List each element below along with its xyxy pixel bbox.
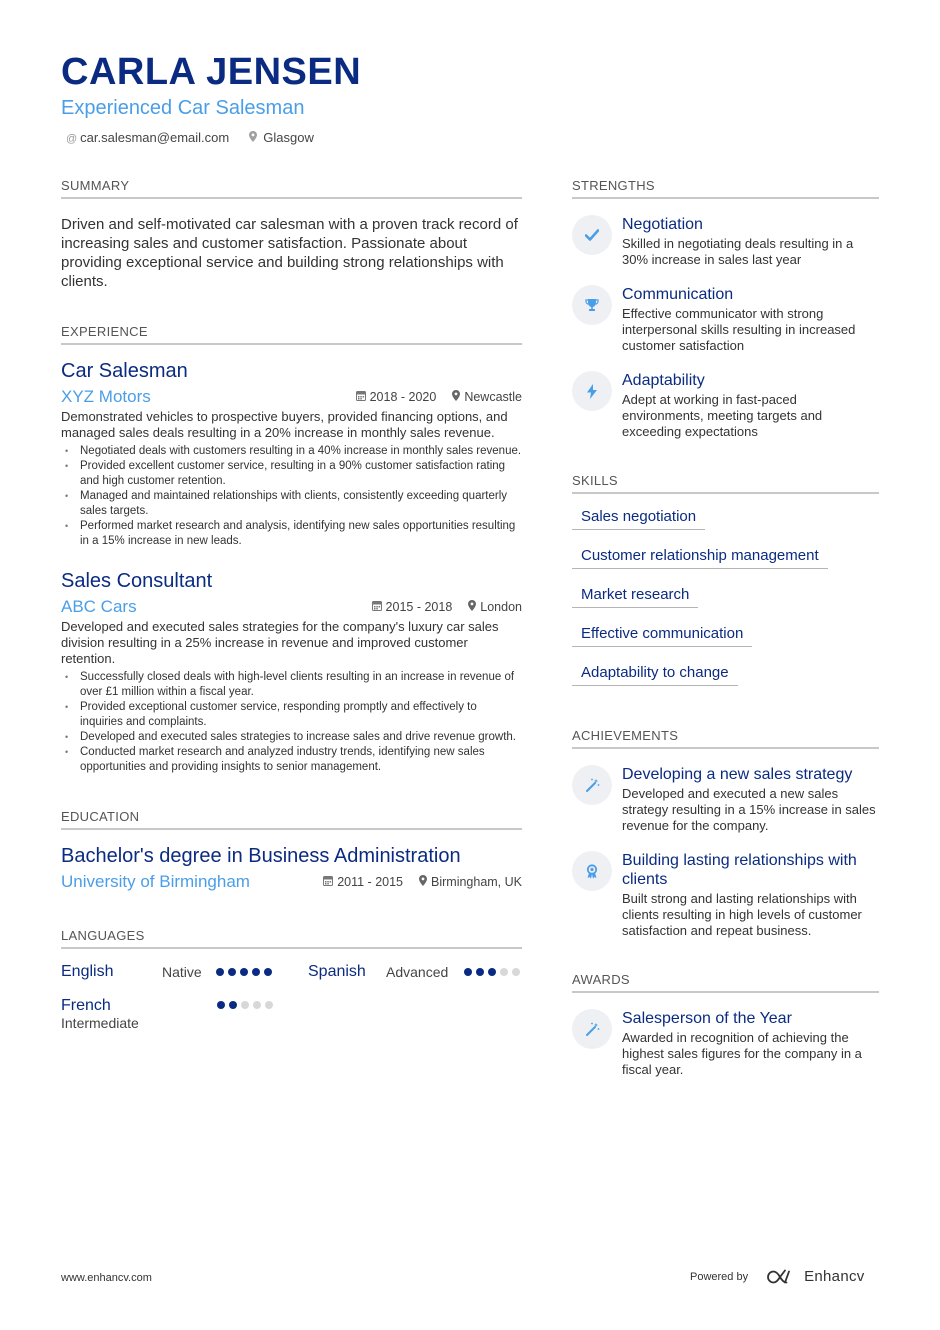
magic-wand-icon [572, 765, 612, 805]
education-location-text: Birmingham, UK [431, 875, 522, 889]
skill-tag: Customer relationship management [572, 547, 828, 569]
location-pin-icon [249, 133, 260, 145]
candidate-name: CARLA JENSEN [61, 51, 362, 93]
language-item [308, 963, 520, 981]
section-title-awards: AWARDS [572, 972, 879, 993]
rating-dot-filled [240, 968, 248, 976]
skill-tag: Market research [572, 586, 698, 608]
rating-dot-empty [253, 1001, 261, 1009]
strength-title: Negotiation [622, 216, 703, 233]
calendar-icon [372, 602, 382, 614]
section-title-languages: LANGUAGES [61, 928, 522, 949]
language-item [61, 963, 308, 981]
languages-row [61, 963, 522, 981]
job-dates-text: 2015 - 2018 [385, 600, 453, 614]
strength-desc: Adept at working in fast-paced environments, meeting targets and exceeding expectations [622, 392, 823, 439]
language-name: French [61, 997, 111, 1014]
bullet-item: • Provided excellent customer service, resulting in a 90% customer satisfaction rating and high customer retention. [61, 459, 522, 489]
contact-info [61, 130, 361, 145]
job-entry [61, 359, 522, 549]
language-level: Advanced [386, 964, 449, 980]
summary-section [61, 178, 522, 291]
section-title-achievements: ACHIEVEMENTS [572, 728, 879, 749]
award-item [572, 1009, 879, 1078]
strength-item [572, 215, 879, 268]
at-icon: @ [66, 133, 78, 145]
job-description: Developed and executed sales strategies for the company's luxury car sales division resulting in a 25% increase in revenue and improved customer retention. [61, 619, 499, 666]
achievement-desc: Developed and executed a new sales strategy resulting in a 15% increase in sales revenue for the company. [622, 786, 876, 833]
bullet-item: • Provided exceptional customer service, responding promptly and effectively to inquiries and complaints. [61, 700, 522, 730]
job-title: Sales Consultant [61, 570, 213, 592]
job-dates [356, 390, 437, 404]
location-pin-icon [452, 392, 460, 404]
strength-item [572, 285, 879, 354]
right-column [572, 178, 879, 1078]
achievement-body [622, 765, 879, 834]
rating-dot-filled [228, 968, 236, 976]
section-title-education: EDUCATION [61, 809, 522, 830]
education-dates-text: 2011 - 2015 [337, 875, 403, 889]
section-title-strengths: STRENGTHS [572, 178, 879, 199]
job-bullets [61, 670, 522, 775]
rating-dot-empty [512, 968, 520, 976]
job-company: XYZ Motors [61, 387, 151, 406]
achievement-title: Building lasting relationships with clients [622, 852, 857, 888]
job-company: ABC Cars [61, 597, 137, 616]
section-title-experience: EXPERIENCE [61, 324, 522, 345]
section-title-summary: SUMMARY [61, 178, 522, 199]
left-column [61, 178, 522, 1031]
job-location-text: Newcastle [464, 390, 522, 404]
job-description: Demonstrated vehicles to prospective buyers, provided financing options, and managed sales deals resulting in a 20% increase in monthly sales revenue. [61, 409, 508, 440]
rating-dot-empty [500, 968, 508, 976]
strength-title: Communication [622, 286, 734, 303]
footer-website[interactable]: www.enhancv.com [61, 1272, 152, 1284]
strength-desc: Skilled in negotiating deals resulting in a 30% increase in sales last year [622, 236, 854, 267]
language-name: Spanish [308, 963, 366, 980]
brand-name: Enhancv [804, 1268, 865, 1285]
language-rating [216, 968, 272, 976]
bullet-item: • Successfully closed deals with high-level clients resulting in an increase in revenue of over £1 million within a fiscal year. [61, 670, 522, 700]
language-level: Native [162, 964, 202, 980]
bullet-item: • Performed market research and analysis, identifying new sales opportunities resulting in a 15% increase in new leads. [61, 519, 522, 549]
candidate-role: Experienced Car Salesman [61, 97, 305, 119]
education-location [419, 875, 522, 889]
strength-title: Adaptability [622, 372, 705, 389]
languages-section [61, 928, 522, 1031]
skill-tag: Sales negotiation [572, 508, 705, 530]
rating-dot-filled [229, 1001, 237, 1009]
job-bullets [61, 444, 522, 549]
job-dates [372, 600, 453, 614]
language-rating [217, 1001, 273, 1009]
powered-by-label: Powered by [690, 1270, 749, 1283]
job-location [452, 390, 522, 404]
awards-section [572, 972, 879, 1078]
bullet-item: • Conducted market research and analyzed industry trends, identifying new sales opportunities and providing insights to senior management. [61, 745, 522, 775]
achievement-body [622, 851, 879, 939]
rating-dot-filled [216, 968, 224, 976]
award-title: Salesperson of the Year [622, 1010, 792, 1027]
rating-dot-empty [265, 1001, 273, 1009]
strength-body [622, 371, 879, 440]
award-body [622, 1009, 879, 1078]
award-desc: Awarded in recognition of achieving the highest sales figures for the company in a fiscal year. [622, 1030, 862, 1077]
job-entry [61, 569, 522, 775]
job-location [468, 600, 522, 614]
job-meta-row [61, 387, 522, 407]
job-meta [356, 390, 522, 404]
resume-header [61, 50, 361, 145]
rating-dot-filled [464, 968, 472, 976]
strength-desc: Effective communicator with strong interpersonal skills resulting in increased customer satisfaction [622, 306, 856, 353]
language-rating [464, 968, 520, 976]
calendar-icon [323, 877, 333, 889]
job-location-text: London [480, 600, 522, 614]
skill-tag: Adaptability to change [572, 664, 738, 686]
trophy-icon [572, 285, 612, 325]
contact-location [249, 130, 314, 145]
strength-body [622, 215, 879, 268]
language-name: English [61, 963, 114, 980]
skill-tag: Effective communication [572, 625, 752, 647]
job-dates-text: 2018 - 2020 [369, 390, 437, 404]
achievements-section [572, 728, 879, 939]
rating-dot-filled [217, 1001, 225, 1009]
achievement-item [572, 765, 879, 834]
languages-row [61, 997, 522, 1031]
achievement-desc: Built strong and lasting relationships with clients resulting in high levels of customer satisfaction and repeat business. [622, 891, 862, 938]
rating-dot-empty [241, 1001, 249, 1009]
job-title: Car Salesman [61, 360, 188, 382]
location-text: Glasgow [263, 130, 314, 145]
education-meta-row [61, 872, 522, 892]
lightning-icon [572, 371, 612, 411]
skills-section [572, 473, 879, 686]
job-meta-row [61, 597, 522, 617]
award-icon [572, 851, 612, 891]
strengths-section [572, 178, 879, 440]
strength-body [622, 285, 879, 354]
location-pin-icon [468, 602, 476, 614]
school-name: University of Birmingham [61, 872, 250, 891]
rating-dot-filled [488, 968, 496, 976]
magic-wand-icon [572, 1009, 612, 1049]
education-meta [323, 875, 522, 889]
education-dates [323, 875, 403, 889]
achievement-item [572, 851, 879, 939]
enhancv-logo-icon [766, 1269, 798, 1285]
section-title-skills: SKILLS [572, 473, 879, 494]
language-level: Intermediate [61, 1015, 139, 1031]
email-text: car.salesman@email.com [80, 130, 230, 145]
degree-title: Bachelor's degree in Business Administration [61, 845, 461, 867]
education-section [61, 809, 522, 892]
skills-list [572, 508, 879, 686]
brand-logo[interactable] [766, 1268, 864, 1285]
language-item [61, 997, 217, 1031]
bullet-item: • Developed and executed sales strategies to increase sales and drive revenue growth. [61, 730, 522, 745]
bullet-item: • Negotiated deals with customers resulting in a 40% increase in monthly sales revenue. [61, 444, 522, 459]
contact-email[interactable] [66, 130, 229, 145]
rating-dot-filled [264, 968, 272, 976]
job-meta [372, 600, 522, 614]
summary-text: Driven and self-motivated car salesman with a proven track record of increasing sales and customer satisfaction. Passionate about providing exceptional service and building strong relationships with clients. [61, 216, 518, 290]
experience-section [61, 324, 522, 775]
bullet-item: • Managed and maintained relationships with clients, consistently exceeding quarterly sales targets. [61, 489, 522, 519]
strength-item [572, 371, 879, 440]
rating-dot-filled [252, 968, 260, 976]
achievement-title: Developing a new sales strategy [622, 766, 853, 783]
education-entry [61, 844, 522, 892]
rating-dot-filled [476, 968, 484, 976]
calendar-icon [356, 392, 366, 404]
check-icon [572, 215, 612, 255]
footer-branding [690, 1268, 865, 1285]
location-pin-icon [419, 877, 427, 889]
